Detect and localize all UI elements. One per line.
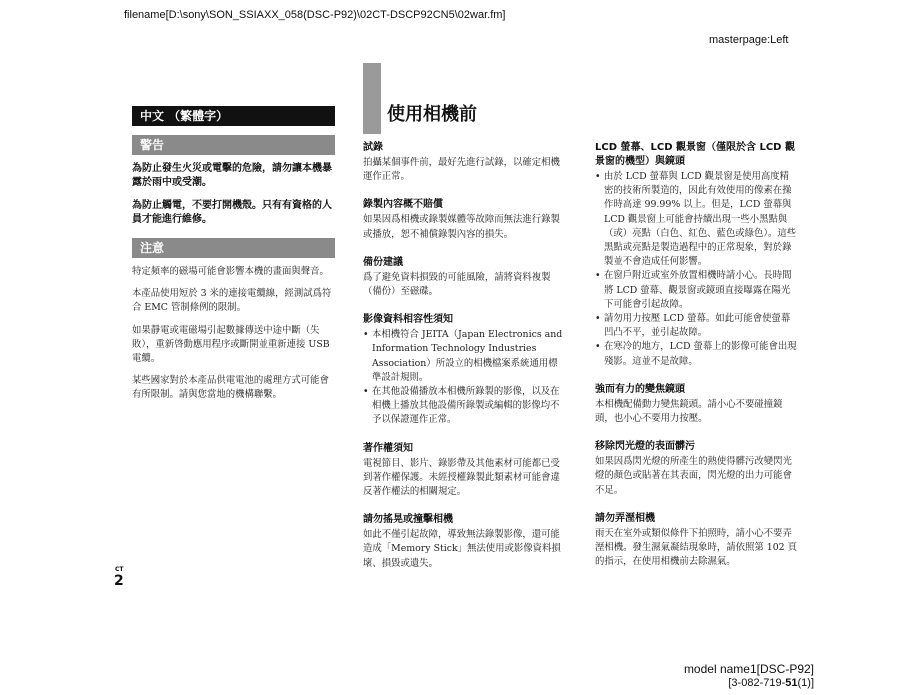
list-item: • 在其他設備播放本相機所錄製的影像，以及在相機上播放其他設備所錄製或編輯的影像均不予以保證運作正常。 xyxy=(363,385,566,428)
notice-para-1: 特定頻率的磁場可能會影響本機的畫面與聲音。 xyxy=(132,266,329,277)
section-no-shake xyxy=(363,513,566,571)
model-name: model name1[DSC-P92] xyxy=(683,662,814,676)
bullet-list xyxy=(595,170,798,369)
bullet-list xyxy=(363,328,566,427)
notice-bar: 注意 xyxy=(132,238,335,258)
section-text: 雨天在室外或類似條件下拍照時，請小心不要弄溼相機。發生濕氣凝結現象時，請依照第 102 頁的指示，在使用相機前去除濕氣。 xyxy=(595,527,797,568)
section-text: 如果因爲相機或錄製媒體等故障而無法進行錄製或播放，恕不補償錄製內容的損失。 xyxy=(363,214,560,240)
section-test-recording xyxy=(363,141,566,184)
section-text: 本相機配備動力變焦鏡頭。請小心不要碰撞鏡頭，也小心不要用力按壓。 xyxy=(595,398,783,425)
warning-bar: 警告 xyxy=(132,135,335,155)
warning-text-shock: 為防止觸電，不要打開機殼。只有有資格的人員才能進行維修。 xyxy=(132,200,332,225)
part-code xyxy=(728,677,814,689)
section-heading: 強而有力的變焦鏡頭 xyxy=(595,383,685,395)
section-no-wet xyxy=(595,512,798,570)
notice-para-3: 如果靜電或電磁場引起數據傳送中途中斷（失敗），重新啓動應用程序或斷開並重新連接 USB 電纜。 xyxy=(132,324,330,365)
part-code-suffix: (1)] xyxy=(797,677,814,689)
title-marker xyxy=(363,63,381,134)
list-item: • 請勿用力按壓 LCD 螢幕。如此可能會使螢幕凹凸不平，並引起故障。 xyxy=(595,312,798,340)
section-heading: 錄製內容概不賠償 xyxy=(363,199,443,211)
language-bar: 中文 （繁體字） xyxy=(132,106,335,126)
right-column xyxy=(595,141,798,583)
page-number: 2 xyxy=(114,573,124,589)
list-item: • 由於 LCD 螢幕與 LCD 觀景窗是使用高度精密的技術所製造的，因此有效使用的像素在操作時高達 99.99% 以上。但是，LCD 螢幕與 LCD 觀景窗上可能會持續出現一些小黑點與（或）亮點（白色、紅色、藍色或綠色）。這些黑點或亮點是製造過程中的正常現象，對於錄製並不會造成任何影響。 xyxy=(595,170,798,269)
section-no-compensation xyxy=(363,198,566,241)
section-compatibility xyxy=(363,313,566,427)
section-heading: 請勿搖晃或撞擊相機 xyxy=(363,514,453,526)
page-title: 使用相機前 xyxy=(387,104,477,125)
part-code-prefix: [3-082-719- xyxy=(728,677,786,689)
list-item: • 在窗戶附近或室外放置相機時請小心。長時間將 LCD 螢幕、觀景窗或鏡頭直接曝露在陽光下可能會引起故障。 xyxy=(595,269,798,312)
section-heading: 著作權須知 xyxy=(363,442,413,454)
section-text: 如果因爲閃光燈的所產生的熱使得髒污改變閃光燈的顏色或貼著在其表面，閃光燈的出力可能會不足。 xyxy=(595,456,792,496)
section-text: 拍攝某個事件前，最好先進行試錄，以確定相機運作正常。 xyxy=(363,157,560,183)
filename-header: filename[D:\sony\SON_SSIAXX_058(DSC-P92)\02CT-DSCP92CN5\02war.fm] xyxy=(124,9,506,21)
section-heading: 影像資料相容性須知 xyxy=(363,314,453,326)
section-zoom-lens xyxy=(595,383,798,426)
section-backup xyxy=(363,256,566,299)
left-column xyxy=(132,106,335,403)
section-heading: 備份建議 xyxy=(363,256,403,268)
masterpage-label: masterpage:Left xyxy=(709,34,789,46)
middle-column xyxy=(363,141,566,585)
page-lang-code: CT xyxy=(115,566,124,573)
section-lcd xyxy=(595,141,798,369)
section-heading: 試錄 xyxy=(363,142,383,153)
part-code-bold: 51 xyxy=(785,677,798,689)
section-heading: 請勿弄溼相機 xyxy=(595,512,655,524)
section-text: 如此不僅引起故障，導致無法錄製影像，還可能造成「Memory Stick」無法使用或影像資料損壞、損毀或遺失。 xyxy=(363,529,561,569)
section-text: 電視節目、影片、錄影帶及其他素材可能都已受到著作權保護。未經授權錄製此類素材可能會違反著作權法的相關規定。 xyxy=(363,457,560,498)
section-flash-dirt xyxy=(595,440,798,498)
section-heading: LCD 螢幕、LCD 觀景窗（僅限於含 LCD 觀景窗的機型）與鏡頭 xyxy=(595,142,795,167)
list-item: • 在寒冷的地方，LCD 螢幕上的影像可能會出現殘影。這並不是故障。 xyxy=(595,340,798,368)
warning-text-fire: 為防止發生火災或電擊的危險，請勿讓本機暴露於雨中或受潮。 xyxy=(132,163,332,188)
section-text: 爲了避免資料損毀的可能風險，請將資料複製（備份）至磁碟。 xyxy=(363,271,551,298)
notice-para-2: 本產品使用短於 3 米的連接電纜線，經測試爲符合 EMC 管制條例的限制。 xyxy=(132,288,332,314)
list-item: • 本相機符合 JEITA（Japan Electronics and Information Technology Industries Association）所設立的相機檔案系統通用標準設計規則。 xyxy=(363,328,566,385)
section-heading: 移除閃光燈的表面髒污 xyxy=(595,441,695,453)
notice-para-4: 某些國家對於本產品供電電池的處理方式可能會有所限制。請與您當地的機構聯繫。 xyxy=(132,375,329,401)
section-copyright xyxy=(363,442,566,500)
